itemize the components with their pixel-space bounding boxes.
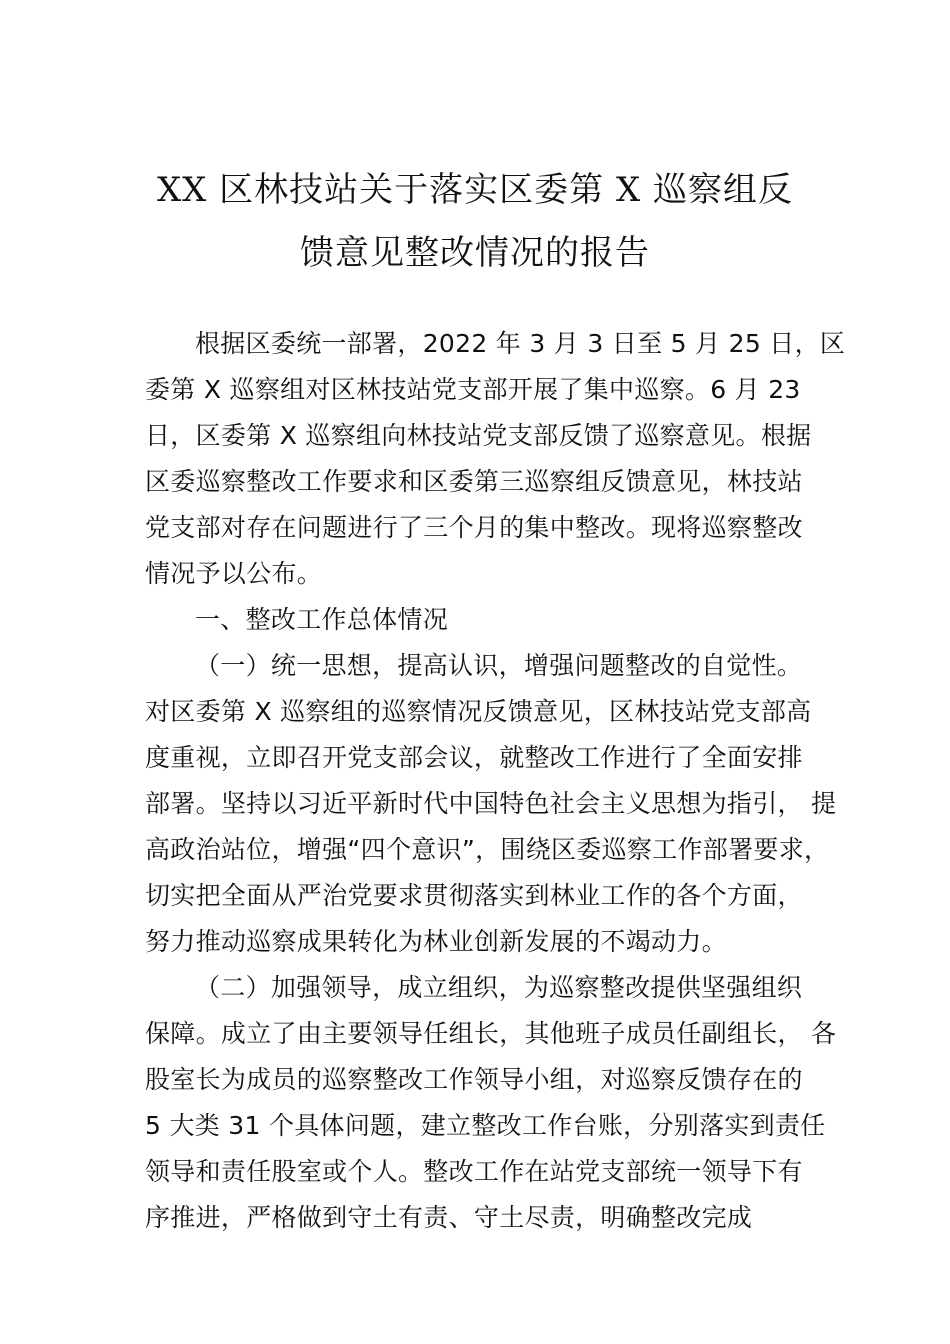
report-title-line-1: XX 区林技站关于落实区委第 X 巡察组反 (156, 170, 794, 210)
paragraph-line: 根据区委统一部署，2022 年 3 月 3 日至 5 月 25 日，区 (195, 329, 846, 358)
paragraph-line: 区委巡察整改工作要求和区委第三巡察组反馈意见，林技站 (145, 467, 803, 496)
paragraph-line: 情况予以公布。 (145, 559, 323, 588)
paragraph-line: 序推进，严格做到守土有责、守土尽责，明确整改完成 (145, 1203, 753, 1232)
paragraph-line: 股室长为成员的巡察整改工作领导小组，对巡察反馈存在的 (145, 1065, 803, 1094)
paragraph-line: 对区委第 X 巡察组的巡察情况反馈意见，区林技站党支部高 (145, 697, 812, 726)
paragraph-line: 领导和责任股室或个人。整改工作在站党支部统一领导下有 (145, 1157, 803, 1186)
paragraph-line: 切实把全面从严治党要求贯彻落实到林业工作的各个方面， (145, 881, 803, 910)
subsection-heading: （一）统一思想，提高认识，增强问题整改的自觉性。 (195, 651, 803, 680)
paragraph-line: 高政治站位，增强“四个意识”，围绕区委巡察工作部署要求， (145, 835, 830, 864)
paragraph-line: 努力推动巡察成果转化为林业创新发展的不竭动力。 (145, 927, 727, 956)
section-heading: 一、整改工作总体情况 (195, 605, 449, 634)
subsection-heading: （二）加强领导，成立组织，为巡察整改提供坚强组织 (195, 973, 803, 1002)
paragraph-line: 保障。成立了由主要领导任组长，其他班子成员任副组长， 各 (145, 1019, 837, 1048)
paragraph-line: 党支部对存在问题进行了三个月的集中整改。现将巡察整改 (145, 513, 803, 542)
paragraph-line: 5 大类 31 个具体问题，建立整改工作台账，分别落实到责任 (145, 1111, 826, 1140)
paragraph-line: 度重视，立即召开党支部会议，就整改工作进行了全面安排 (145, 743, 803, 772)
paragraph-line: 委第 X 巡察组对区林技站党支部开展了集中巡察。6 月 23 (145, 375, 801, 404)
paragraph-line: 部署。坚持以习近平新时代中国特色社会主义思想为指引， 提 (145, 789, 837, 818)
paragraph-line: 日，区委第 X 巡察组向林技站党支部反馈了巡察意见。根据 (145, 421, 812, 450)
report-title-line-2: 馈意见整改情况的报告 (300, 233, 650, 273)
